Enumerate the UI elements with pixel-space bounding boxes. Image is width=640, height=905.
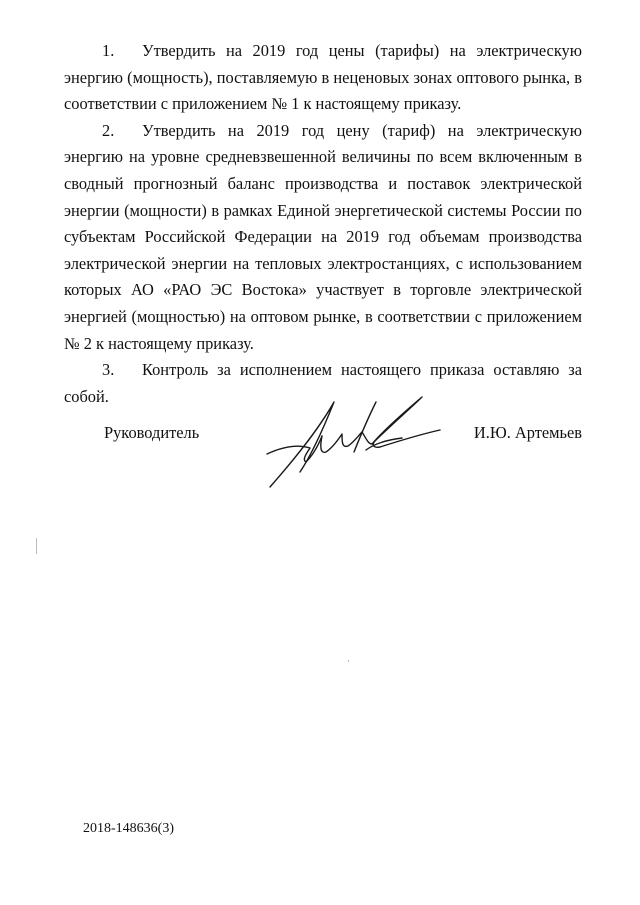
item-number: 1. [102,41,115,60]
item-text: Утвердить на 2019 год цены (тарифы) на электрическую энергию (мощность), поставляемую в неценовых зонах оптового рынка, в соответствии с приложением № 1 к настоящему приказу. [64,41,582,114]
document-registration-number: 2018-148636(3) [83,821,174,836]
item-number: 2. [102,120,115,140]
item-text: Контроль за исполнением настоящего приказа оставляю за собой. [64,360,582,406]
item-number: 3. [102,360,115,380]
handwritten-signature [262,392,442,492]
item-text: Утвердить на 2019 год цену (тариф) на электрическую энергию на уровне средневзвешенной величины по всем включенным в сводный прогнозный баланс производства и поставок электрической энергии (мощности) в рамках Единой энергетической системы России по субъектам Российской Федерации на 2019 год объемам производства электрической энергии на тепловых электростанциях, с использованием которых АО «РАО ЭС Востока» участвует в торговле электрической энергией (мощностью) на оптовом рынке, в соответствии с приложением № 2 к настоящему приказу. [64,120,582,353]
scan-artifact [348,660,349,662]
scan-artifact [36,538,37,554]
signatory-title: Руководитель [104,423,200,442]
order-body [64,38,582,410]
order-item-2 [64,118,582,357]
order-item-1 [64,38,582,118]
signatory-name: И.Ю. Артемьев [473,423,582,442]
